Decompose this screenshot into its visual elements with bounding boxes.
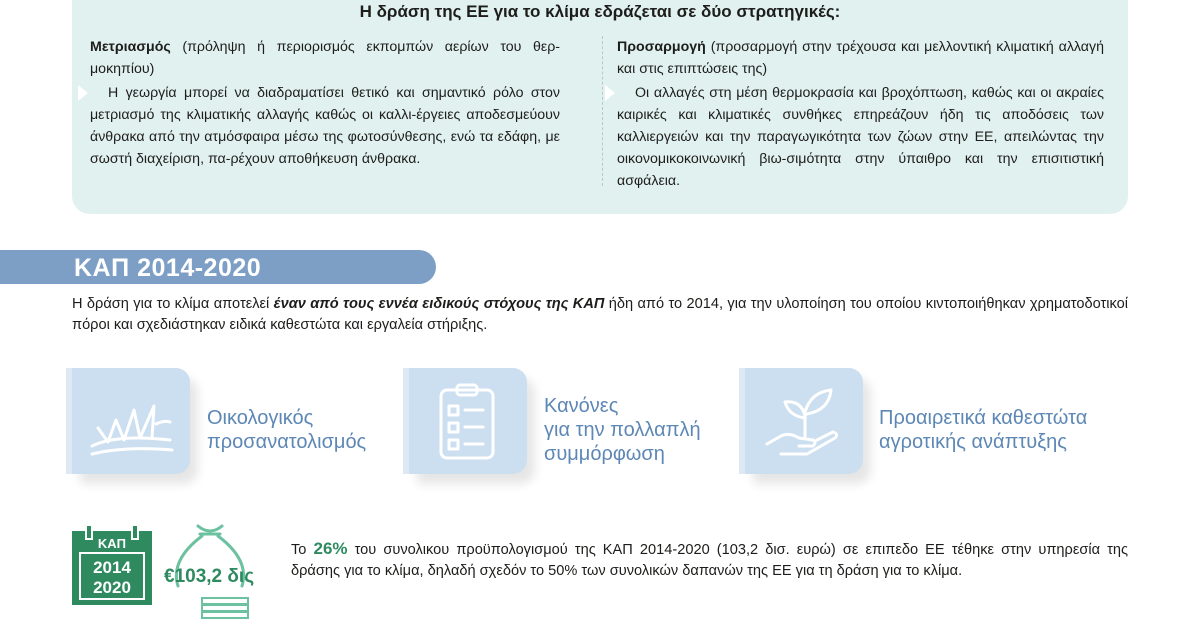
calendar-label: ΚΑΠ bbox=[97, 536, 127, 551]
strategy-box bbox=[72, 0, 1128, 214]
card-rules-line3: συμμόρφωση bbox=[544, 443, 665, 465]
budget-percent: 26% bbox=[313, 539, 348, 558]
strategy-title: Η δράση της ΕΕ για το κλίμα εδράζεται σε δύο στρατηγικές: bbox=[359, 2, 841, 21]
mitigation-term: Μετριασμός bbox=[90, 39, 171, 55]
card-rural-line2: αγροτικής ανάπτυξης bbox=[879, 431, 1067, 453]
card-label-rules bbox=[544, 394, 701, 466]
card-icon-box-eco bbox=[72, 368, 190, 474]
card-rules-line2: για την πολλαπλή bbox=[544, 419, 701, 441]
card-icon-box-rural bbox=[745, 368, 863, 474]
adaptation-body: Οι αλλαγές στη μέση θερμοκρασία και βροχόπτωση, καθώς και οι ακραίες καιρικές και κλιματικές συνθήκες επηρεάζουν ήδη τις αποδόσεις των καλλιεργειών και την παραγωγικότητα των ζώων στην ΕΕ, απειλώντας την οικονομικοκοινωνική βιω-σιμότητα στην ύπαιθρο και την επισιτιστική ασφάλεια. bbox=[617, 85, 1104, 189]
adaptation-column bbox=[617, 36, 1104, 192]
card-rules-line1: Κανόνες bbox=[544, 395, 619, 417]
adaptation-body-wrap bbox=[617, 82, 1104, 192]
calendar-year-start: 2014 bbox=[93, 558, 131, 577]
arrow-marker-icon bbox=[78, 85, 88, 101]
grass-icon bbox=[86, 380, 178, 462]
mitigation-column bbox=[90, 36, 560, 170]
card-label-rural bbox=[879, 406, 1087, 454]
intro-text-after: ήδη από το 2014, για την υλοποίηση του οποίου κιντοποιήθηκαν χρηματοδοτικοί πόροι και σχεδιάστηκαν ειδικά καθεστώτα και εργαλεία στήριξης. bbox=[72, 296, 1128, 333]
section-intro bbox=[72, 294, 1128, 336]
adaptation-heading bbox=[617, 36, 1104, 80]
column-divider bbox=[602, 36, 603, 186]
plant-hand-icon bbox=[759, 380, 851, 462]
adaptation-term: Προσαρμογή bbox=[617, 39, 706, 55]
calendar-icon bbox=[72, 525, 152, 605]
budget-amount: €103,2 δις bbox=[164, 566, 255, 587]
mitigation-definition: (πρόληψη ή περιορισμός εκπομπών αερίων του θερ-μοκηπίου) bbox=[90, 39, 560, 77]
card-eco-line2: προσανατολισμός bbox=[207, 431, 367, 453]
intro-text-before: Η δράση για το κλίμα αποτελεί bbox=[72, 296, 274, 312]
card-icon-box-rules bbox=[409, 368, 527, 474]
intro-text-bold: έναν από τους εννέα ειδικούς στόχους της ΚΑΠ bbox=[273, 296, 605, 312]
mitigation-body: Η γεωργία μπορεί να διαδραματίσει θετικό και σημαντικό ρόλο στον μετριασμό της κλιματικής αλλαγής καθώς οι καλλι-έργειες αποδεσμεύουν άνθρακα από την ατμόσφαιρα μέσω της φωτοσύνθεσης, ενώ τα εδάφη, με σωστή διαχείριση, πα-ρέχουν αποθήκευση άνθρακα. bbox=[90, 85, 560, 167]
arrow-marker-icon bbox=[605, 85, 615, 101]
budget-text-after: του συνολικου προϋπολογισμού της ΚΑΠ 2014-2020 (103,2 δισ. ευρώ) σε επιπεδο ΕΕ τέθηκε στην υπηρεσία της δράσης για το κλίμα, δηλαδή σχεδόν το 50% των συνολικών δαπανών της ΕΕ για τη δράση για το κλίμα. bbox=[291, 542, 1129, 579]
budget-description bbox=[291, 538, 1128, 582]
card-eco-line1: Οικολογικός bbox=[207, 407, 314, 429]
mitigation-heading bbox=[90, 36, 560, 80]
checklist-icon bbox=[423, 380, 515, 462]
calendar-year-end: 2020 bbox=[93, 578, 131, 597]
section-header-bar bbox=[0, 250, 436, 284]
card-rural-line1: Προαιρετικά καθεστώτα bbox=[879, 407, 1088, 429]
budget-text-before: Το bbox=[291, 542, 314, 558]
mitigation-body-wrap bbox=[90, 82, 560, 170]
section-title: ΚΑΠ 2014-2020 bbox=[74, 254, 262, 282]
adaptation-definition: (προσαρμογή στην τρέχουσα και μελλοντική κλιματική αλλαγή και στις επιπτώσεις της) bbox=[617, 39, 1104, 77]
card-label-eco bbox=[207, 406, 366, 454]
